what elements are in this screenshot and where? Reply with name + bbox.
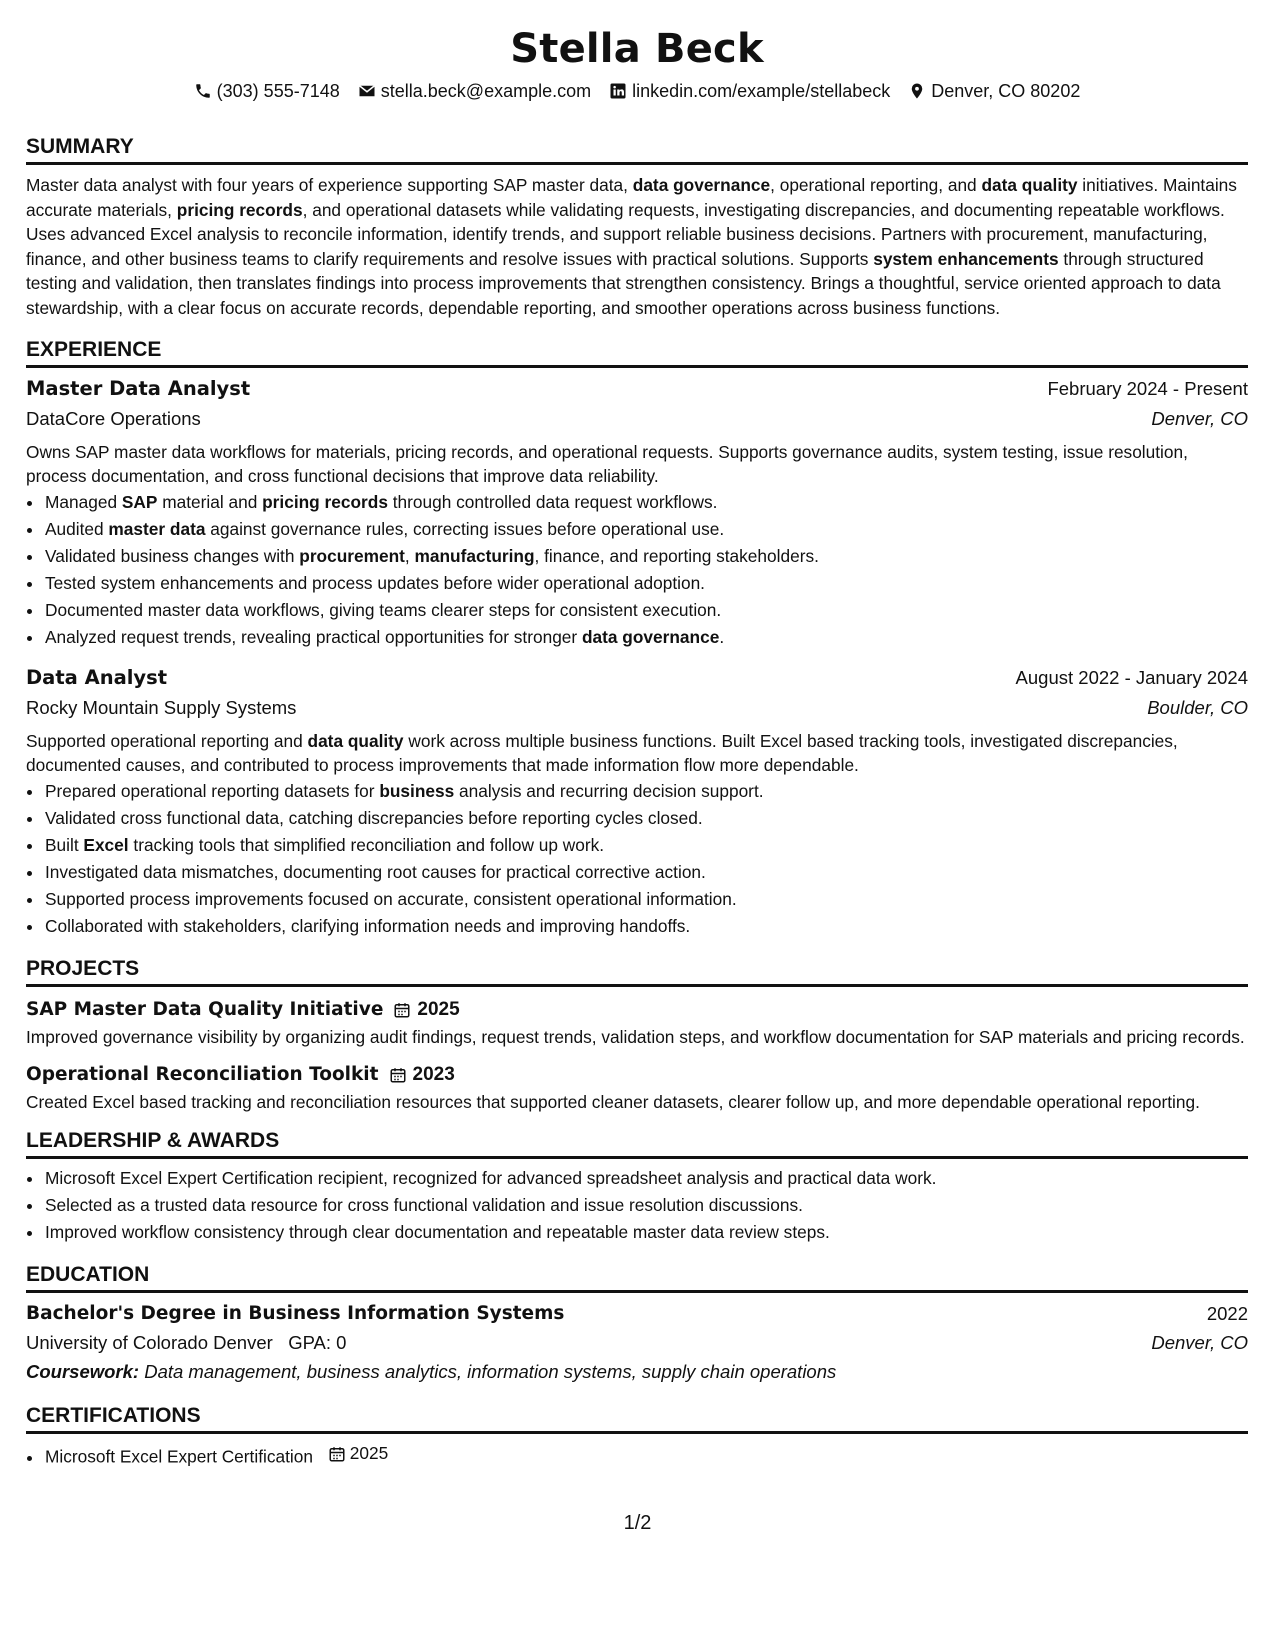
linkedin-link[interactable]: linkedin.com/example/stellabeck [632, 81, 891, 101]
job-company: DataCore Operations [26, 407, 201, 429]
list-item: • Investigated data mismatches, documenting root causes for practical corrective action. [44, 859, 1248, 886]
coursework: Coursework: Data management, business analytics, information systems, supply chain operations [26, 1361, 837, 1383]
job-description: Supported operational reporting and data quality work across multiple business functions. Built Excel based tracking tools, investigated discrepancies, documented causes, and contributed to process improvements that made information flow more dependable. [26, 730, 1178, 776]
calendar-icon [328, 1445, 346, 1463]
location-text: Denver, CO 80202 [931, 81, 1081, 101]
project-header [26, 1062, 1248, 1088]
project-title: Operational Reconciliation Toolkit [26, 1063, 379, 1085]
project-description: Created Excel based tracking and reconciliation resources that supported cleaner datasets, clearer follow up, and more dependable operational reporting. [26, 1091, 1200, 1112]
job-location: Boulder, CO [1147, 696, 1248, 718]
projects-section [26, 956, 1248, 1114]
job-title: Master Data Analyst [26, 376, 251, 400]
job-title: Data Analyst [26, 665, 168, 689]
list-item: • Audited master data against governance rules, correcting issues before operational use. [44, 516, 1248, 543]
map-pin-icon [908, 82, 926, 100]
linkedin-icon [609, 82, 627, 100]
list-item: • Managed SAP material and pricing records through controlled data request workflows. [44, 489, 1248, 516]
list-item: • Selected as a trusted data resource for cross functional validation and issue resolution discussions. [44, 1192, 1248, 1219]
gpa: GPA: 0 [288, 1332, 347, 1354]
summary-paragraph: Master data analyst with four years of experience supporting SAP master data, data governance, operational reporting, and data quality initiatives. Maintains accurate materials, pricing records, and operational datasets while validating requests, investigating discrepancies, and documenting repeatable workflows. Uses advanced Excel analysis to reconcile information, identify trends, and support reliable business decisions. Partners with procurement, manufacturing, finance, and other business teams to clarify requirements and resolve issues with practical solutions. Supports system enhancements through structured testing and validation, then translates findings into process improvements that strengthen consistency. Brings a thoughtful, service oriented approach to data stewardship, with a clear focus on accurate records, dependable reporting, and smoother operations across business functions. [26, 175, 1237, 318]
contact-email[interactable] [358, 78, 591, 104]
calendar-icon [393, 1001, 411, 1019]
job-bullets [26, 778, 1248, 940]
experience-section [26, 337, 1248, 940]
job-entry [26, 663, 1248, 940]
list-item: • Analyzed request trends, revealing practical opportunities for stronger data governance. [44, 624, 1248, 651]
degree-year: 2022 [1206, 1303, 1248, 1325]
job-location: Denver, CO [1151, 407, 1248, 429]
school-info [26, 1329, 346, 1357]
job-company: Rocky Mountain Supply Systems [26, 696, 297, 718]
project-header [26, 997, 1248, 1023]
candidate-name: Stella Beck [510, 26, 764, 72]
phone-text: (303) 555-7148 [216, 81, 340, 101]
certification-name: Microsoft Excel Expert Certification [45, 1446, 313, 1467]
page-number: 1/2 [623, 1512, 652, 1534]
summary-section [26, 134, 1248, 321]
leadership-section [26, 1128, 1248, 1246]
section-title-experience: EXPERIENCE [26, 337, 1248, 368]
job-dates: August 2022 - January 2024 [1015, 666, 1248, 688]
list-item: • Validated business changes with procurement, manufacturing, finance, and reporting stakeholders. [44, 543, 1248, 570]
contact-bar [26, 78, 1248, 104]
list-item: • Documented master data workflows, giving teams clearer steps for consistent execution. [44, 597, 1248, 624]
contact-linkedin[interactable] [609, 78, 890, 104]
list-item: • Prepared operational reporting datasets for business analysis and recurring decision support. [44, 778, 1248, 805]
job-dates: February 2024 - Present [1047, 377, 1248, 399]
job-bullets [26, 489, 1248, 651]
job-entry [26, 374, 1248, 651]
phone-icon [194, 82, 212, 100]
section-title-certifications: CERTIFICATIONS [26, 1403, 1248, 1434]
section-title-projects: PROJECTS [26, 956, 1248, 987]
certification-year: 2025 [328, 1440, 388, 1467]
contact-location [908, 78, 1080, 104]
list-item: • Microsoft Excel Expert Certification recipient, recognized for advanced spreadsheet analysis and practical data work. [44, 1165, 1248, 1192]
school-location: Denver, CO [1151, 1332, 1248, 1354]
email-link[interactable]: stella.beck@example.com [380, 81, 592, 101]
job-description: Owns SAP master data workflows for materials, pricing records, and operational requests. Supports governance audits, system testing, issue resolution, process documentation, and cross functional decisions that improve data reliability. [26, 441, 1188, 487]
calendar-icon [389, 1066, 407, 1084]
list-item: • Built Excel tracking tools that simplified reconciliation and follow up work. [44, 832, 1248, 859]
resume-page [26, 18, 1248, 1471]
degree-title: Bachelor's Degree in Business Information Systems [26, 1303, 565, 1325]
list-item: • Supported process improvements focused on accurate, consistent operational information. [44, 886, 1248, 913]
section-title-summary: SUMMARY [26, 134, 1248, 165]
contact-phone [194, 78, 340, 104]
list-item: • Validated cross functional data, catching discrepancies before reporting cycles closed. [44, 805, 1248, 832]
education-section [26, 1262, 1248, 1387]
leadership-bullets [26, 1165, 1248, 1246]
project-description: Improved governance visibility by organizing audit findings, request trends, validation steps, and workflow documentation for SAP materials and pricing records. [26, 1026, 1245, 1047]
project-title: SAP Master Data Quality Initiative [26, 998, 384, 1020]
list-item [44, 1440, 1248, 1471]
list-item: • Tested system enhancements and process updates before wider operational adoption. [44, 570, 1248, 597]
list-item: • Improved workflow consistency through clear documentation and repeatable master data review steps. [44, 1219, 1248, 1246]
project-year: 2025 [393, 999, 459, 1021]
project-year: 2023 [389, 1064, 455, 1086]
section-title-education: EDUCATION [26, 1262, 1248, 1293]
certification-list [26, 1440, 1248, 1471]
school-name: University of Colorado Denver [26, 1332, 273, 1354]
certifications-section [26, 1403, 1248, 1471]
section-title-leadership: LEADERSHIP & AWARDS [26, 1128, 1248, 1159]
envelope-icon [358, 82, 376, 100]
list-item: • Collaborated with stakeholders, clarifying information needs and improving handoffs. [44, 913, 1248, 940]
